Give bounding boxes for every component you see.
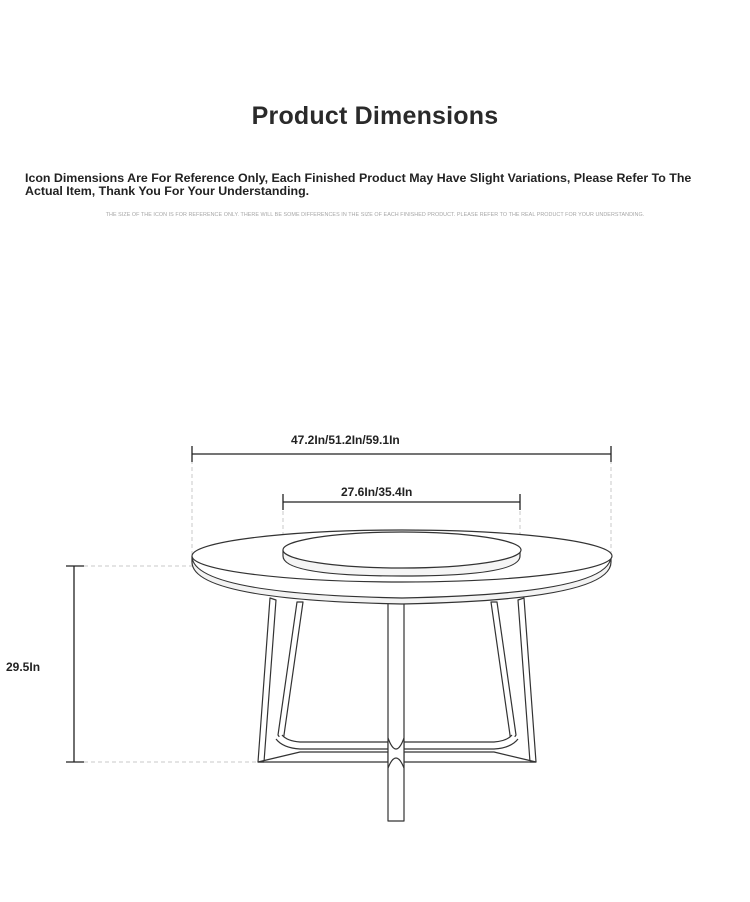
lazy-susan-width-label: 27.6In/35.4In	[341, 485, 413, 499]
page-title: Product Dimensions	[251, 102, 499, 130]
height-label: 29.5In	[6, 660, 41, 674]
height-dimension-line	[66, 566, 84, 762]
width-label: 47.2In/51.2In/59.1In	[291, 433, 400, 447]
reference-notice: Icon Dimensions Are For Reference Only, Each Finished Product May Have Slight Variations, Please Refer To The Actual Item, Thank You For Your Understanding.	[25, 171, 692, 198]
width-dimension-line	[192, 446, 611, 462]
table-outline	[192, 530, 612, 821]
reference-notice-small: THE SIZE OF THE ICON IS FOR REFERENCE ONLY. THERE WILL BE SOME DIFFERENCES IN THE SIZE OF EACH FINISHED PRODUCT. PLEASE REFER TO THE REAL PRODUCT FOR YOUR UNDERSTANDING.	[105, 212, 645, 218]
